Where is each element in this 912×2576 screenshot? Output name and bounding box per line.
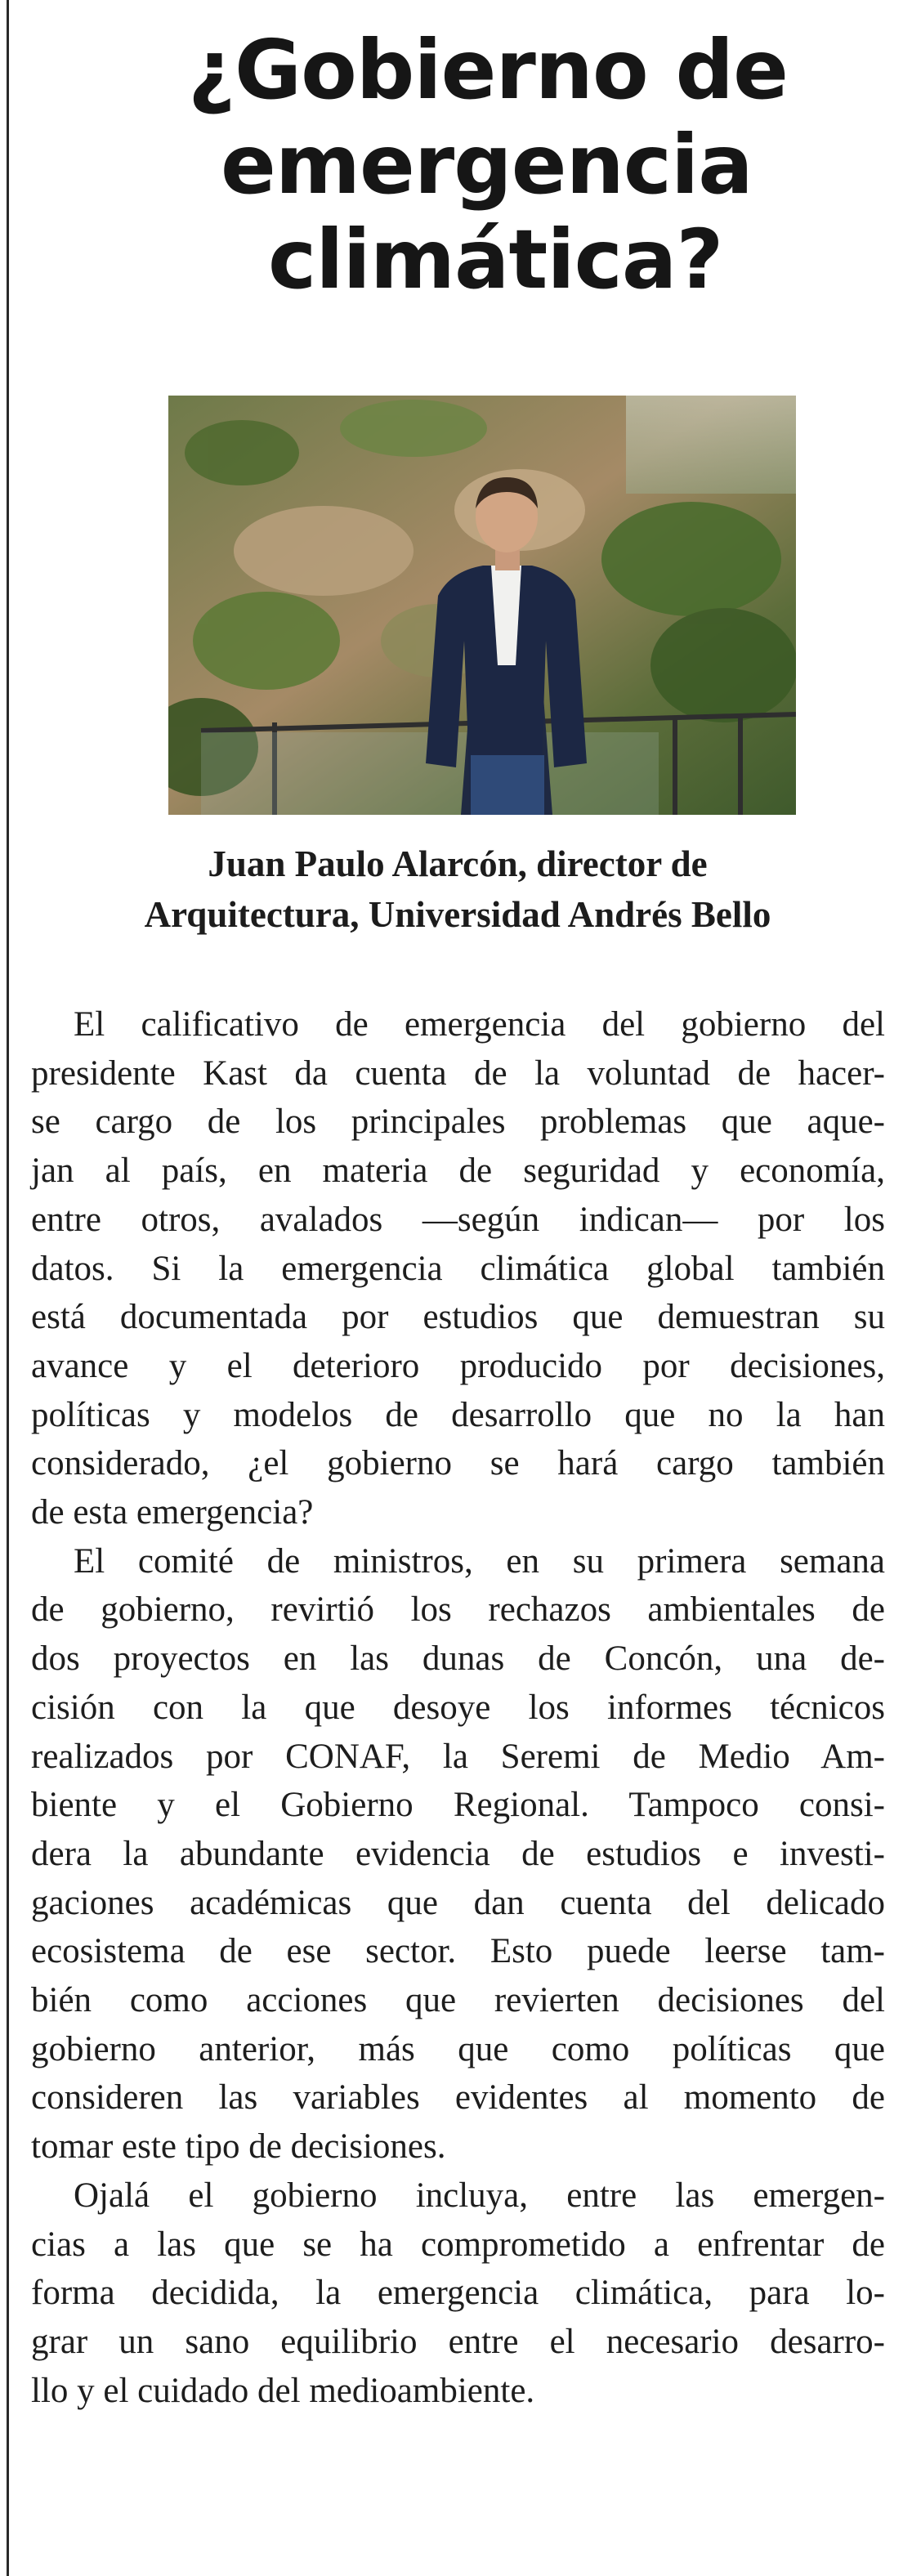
text-line: cias a las que se ha comprometido a enfrentar de xyxy=(31,2225,885,2264)
text-line: forma decidida, la emergencia climática, para lo- xyxy=(31,2274,885,2313)
caption-line: Juan Paulo Alarcón, director de xyxy=(208,843,708,884)
text-line: presidente Kast da cuenta de la voluntad de hacer- xyxy=(31,1053,885,1093)
text-line: está documentada por estudios que demuestran su xyxy=(31,1298,885,1337)
text-line: biente y el Gobierno Regional. Tampoco consi- xyxy=(31,1786,885,1825)
text-line: dos proyectos en las dunas de Concón, una de- xyxy=(31,1639,885,1679)
text-line: dera la abundante evidencia de estudios e investi- xyxy=(31,1834,885,1873)
text-line: consideren las variables evidentes al momento de xyxy=(31,2078,885,2118)
text-line: considerado, ¿el gobierno se hará cargo también xyxy=(31,1444,885,1483)
caption-line: Arquitectura, Universidad Andrés Bello xyxy=(144,894,771,935)
text-line: El calificativo de emergencia del gobierno del xyxy=(74,1005,885,1044)
portrait-photo-illustration xyxy=(168,396,796,815)
text-line: Ojalá el gobierno incluya, entre las emergen- xyxy=(74,2176,885,2215)
text-line: bién como acciones que revierten decisiones del xyxy=(31,1981,885,2020)
headline xyxy=(163,23,866,307)
text-line: gobierno anterior, más que como políticas que xyxy=(31,2029,885,2068)
text-line: entre otros, avalados —según indican— por los xyxy=(31,1200,885,1239)
text-line: ecosistema de ese sector. Esto puede leerse tam- xyxy=(31,1932,885,1971)
headline-line: climática? xyxy=(268,212,723,307)
text-line: cisión con la que desoye los informes técnicos xyxy=(31,1688,885,1727)
headline-line: emergencia xyxy=(221,117,753,212)
text-line: realizados por CONAF, la Seremi de Medio Am- xyxy=(31,1737,885,1776)
text-line: avance y el deterioro producido por decisiones, xyxy=(31,1346,885,1385)
text-line: grar un sano equilibrio entre el necesario desarro- xyxy=(31,2322,885,2361)
text-line: políticas y modelos de desarrollo que no la han xyxy=(31,1395,885,1434)
text-line: llo y el cuidado del medioambiente. xyxy=(31,2371,535,2410)
text-line: jan al país, en materia de seguridad y economía, xyxy=(31,1152,885,1191)
text-line: de gobierno, revirtió los rechazos ambientales de xyxy=(31,1590,885,1630)
text-line: tomar este tipo de decisiones. xyxy=(31,2127,446,2167)
text-line: gaciones académicas que dan cuenta del delicado xyxy=(31,1883,885,1922)
paragraph xyxy=(31,2171,885,2416)
portrait-photo xyxy=(168,396,796,815)
text-line: se cargo de los principales problemas que aque- xyxy=(31,1102,885,1142)
column-rule xyxy=(7,0,9,2576)
paragraph xyxy=(31,1537,885,2171)
text-line: datos. Si la emergencia climática global también xyxy=(31,1249,885,1288)
article-body xyxy=(31,1000,885,2415)
text-line: El comité de ministros, en su primera semana xyxy=(74,1541,885,1581)
headline-line: ¿Gobierno de xyxy=(188,22,788,118)
paragraph xyxy=(31,1000,885,1537)
photo-caption xyxy=(33,839,883,940)
text-line: de esta emergencia? xyxy=(31,1493,314,1532)
